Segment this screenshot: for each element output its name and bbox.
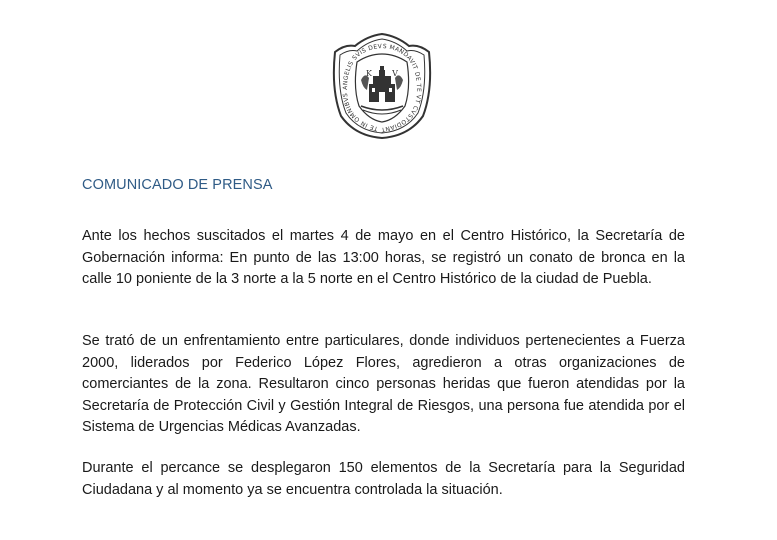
press-release-heading: COMUNICADO DE PRENSA [82,177,273,193]
svg-text:V: V [392,69,398,78]
paragraph-1: Ante los hechos suscitados el martes 4 de mayo en el Centro Histórico, la Secretaría de Gobernación informa: En punto de las 13:00 horas, se registró un conato de bronca en la calle 10 poniente de la 3 norte a la 5 norte en el Centro Histórico de la ciudad de Puebla. [82,228,685,287]
svg-text:ANGELIS SVIS DEVS MANDAVIT DE: ANGELIS SVIS DEVS MANDAVIT DE TE VT CVSTODIANT TE IN OMNIBVS [341,42,423,134]
paragraph-3: Durante el percance se desplegaron 150 elementos de la Secretaría para la Seguridad Ciudadana y al momento ya se encuentra controlada la situación. [82,460,685,498]
city-seal-logo [327,30,437,142]
svg-text:K: K [366,69,372,78]
paragraph-2: Se trató de un enfrentamiento entre particulares, donde individuos pertenecientes a Fuerza 2000, liderados por Federico López Flores, agredieron a otras organizaciones de comerciantes de la zona. Resultaron cinco personas heridas que fueron atendidas por la Secretaría de Protección Civil y Gestión Integral de Riesgos, una persona fue atendida por el Sistema de Urgencias Médicas Avanzadas. [82,333,685,435]
